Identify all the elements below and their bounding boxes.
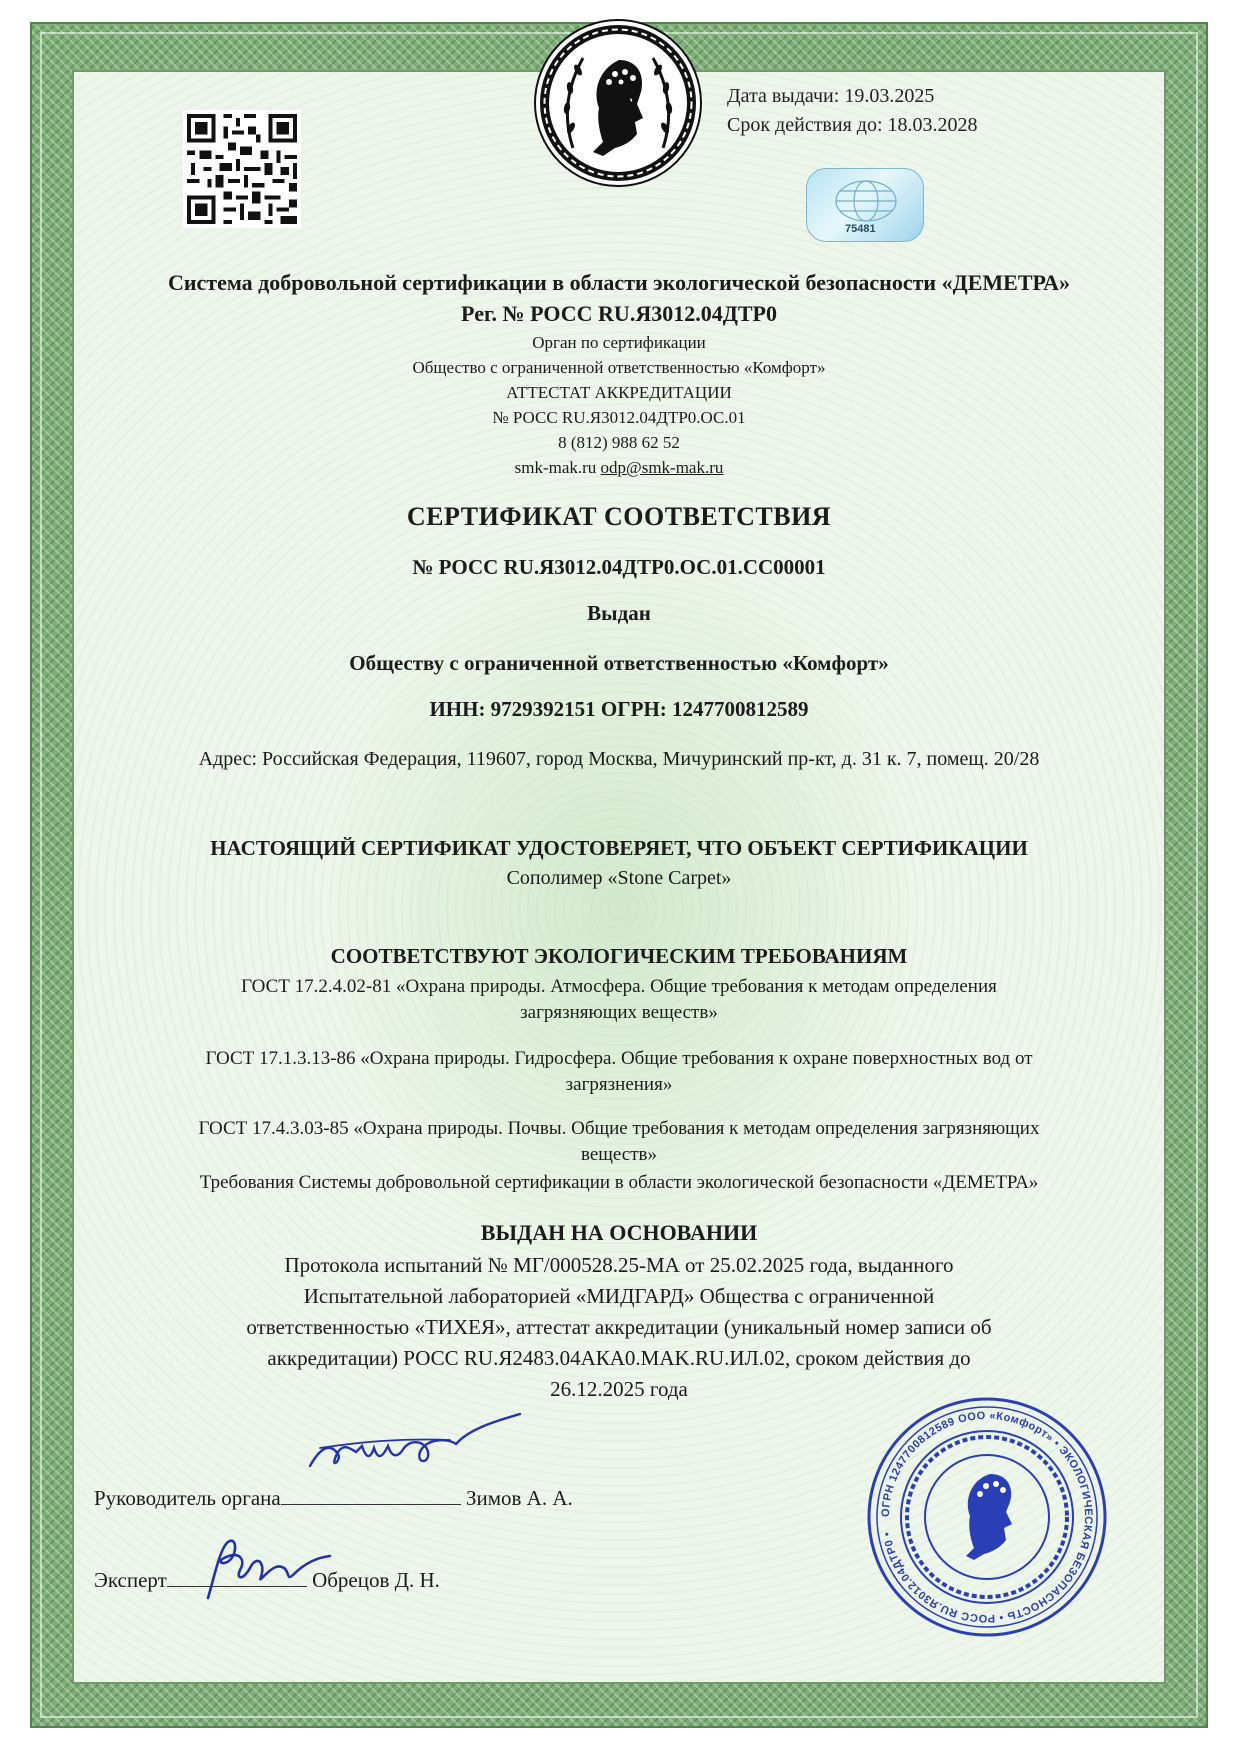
body-phone: 8 (812) 988 62 52 bbox=[558, 433, 680, 452]
body-label: Орган по сертификации bbox=[532, 333, 706, 352]
body-contacts bbox=[72, 455, 1166, 480]
issue-date: Дата выдачи: 19.03.2025 bbox=[727, 85, 935, 107]
expert-name: Обрецов Д. Н. bbox=[312, 1568, 440, 1592]
hologram-number: 75481 bbox=[845, 223, 876, 235]
system-title: Система добровольной сертификации в области экологической безопасности «ДЕМЕТРА» bbox=[167, 270, 1071, 295]
holder-ids: ИНН: 9729392151 ОГРН: 1247700812589 bbox=[429, 697, 809, 721]
hologram-sticker bbox=[806, 168, 924, 242]
holder-company: Обществу с ограниченной ответственностью «Комфорт» bbox=[349, 651, 889, 675]
accreditation-label: АТТЕСТАТ АККРЕДИТАЦИИ bbox=[506, 383, 732, 402]
accreditation-number: № РОСС RU.Я3012.04ДТР0.ОС.01 bbox=[492, 408, 746, 427]
official-round-stamp bbox=[862, 1392, 1112, 1642]
issue-dates bbox=[727, 82, 978, 140]
certification-body-info bbox=[72, 330, 1166, 480]
certificate-title: СЕРТИФИКАТ СООТВЕТСТВИЯ bbox=[406, 502, 832, 531]
basis-heading: ВЫДАН НА ОСНОВАНИИ bbox=[480, 1220, 758, 1245]
system-reg-number: Рег. № РОСС RU.Я3012.04ДТР0 bbox=[461, 301, 777, 326]
valid-until-date: Срок действия до: 18.03.2028 bbox=[727, 114, 978, 136]
issued-to-label: Выдан bbox=[587, 601, 651, 625]
qr-code-icon bbox=[183, 110, 301, 228]
expert-label: Эксперт bbox=[94, 1568, 167, 1592]
gost-atmosphere: ГОСТ 17.2.4.02-81 «Охрана природы. Атмосфера. Общие требования к методам определения загрязняющих веществ» bbox=[241, 976, 997, 1023]
gost-hydrosphere: ГОСТ 17.1.3.13-86 «Охрана природы. Гидросфера. Общие требования к охране поверхностных вод от загрязнения» bbox=[205, 1048, 1033, 1095]
demeter-emblem-logo bbox=[533, 18, 703, 188]
system-requirements: Требования Системы добровольной сертификации в области экологической безопасности «ДЕМЕТРА» bbox=[199, 1172, 1039, 1193]
object-name: Сополимер «Stone Carpet» bbox=[506, 867, 732, 889]
object-heading: НАСТОЯЩИЙ СЕРТИФИКАТ УДОСТОВЕРЯЕТ, ЧТО ОБЪЕКТ СЕРТИФИКАЦИИ bbox=[210, 836, 1028, 860]
holder-address: Адрес: Российская Федерация, 119607, город Москва, Мичуринский пр-кт, д. 31 к. 7, помещ. 20/28 bbox=[198, 748, 1040, 770]
head-label: Руководитель органа bbox=[94, 1486, 281, 1510]
head-name: Зимов А. А. bbox=[465, 1486, 573, 1510]
stamp-text: ОГРН 1247700812589 ООО «Комфорт» • ЭКОЛОГИЧЕСКАЯ БЕЗОПАСНОСТЬ • РОСС RU.Я3012.04ДТР0 • bbox=[879, 1409, 1095, 1625]
compliance-heading: СООТВЕТСТВУЮТ ЭКОЛОГИЧЕСКИМ ТРЕБОВАНИЯМ bbox=[330, 944, 908, 968]
body-org-name: Общество с ограниченной ответственностью «Комфорт» bbox=[412, 358, 826, 377]
gost-soils: ГОСТ 17.4.3.03-85 «Охрана природы. Почвы. Общие требования к методам определения загрязняющих веществ» bbox=[198, 1118, 1040, 1165]
certificate-number: № РОСС RU.Я3012.04ДТР0.ОС.01.СС00001 bbox=[412, 555, 826, 579]
head-signature bbox=[300, 1408, 540, 1498]
body-website-link[interactable]: smk-mak.ru bbox=[514, 458, 597, 477]
basis-text: Протокола испытаний № МГ/000528.25-МА от 25.02.2025 года, выданного Испытательной лабораторией «МИДГАРД» Общества с ограниченной ответственностью «ТИХЕЯ», аттестат аккредитации (уникальный номер записи об аккредитации) РОСС RU.Я2483.04АКА0.MAK.RU.ИЛ.02, сроком действия до 26.12.2025 года bbox=[246, 1253, 992, 1401]
body-email-link[interactable]: odp@smk-mak.ru bbox=[600, 458, 724, 477]
expert-signature bbox=[190, 1528, 340, 1608]
